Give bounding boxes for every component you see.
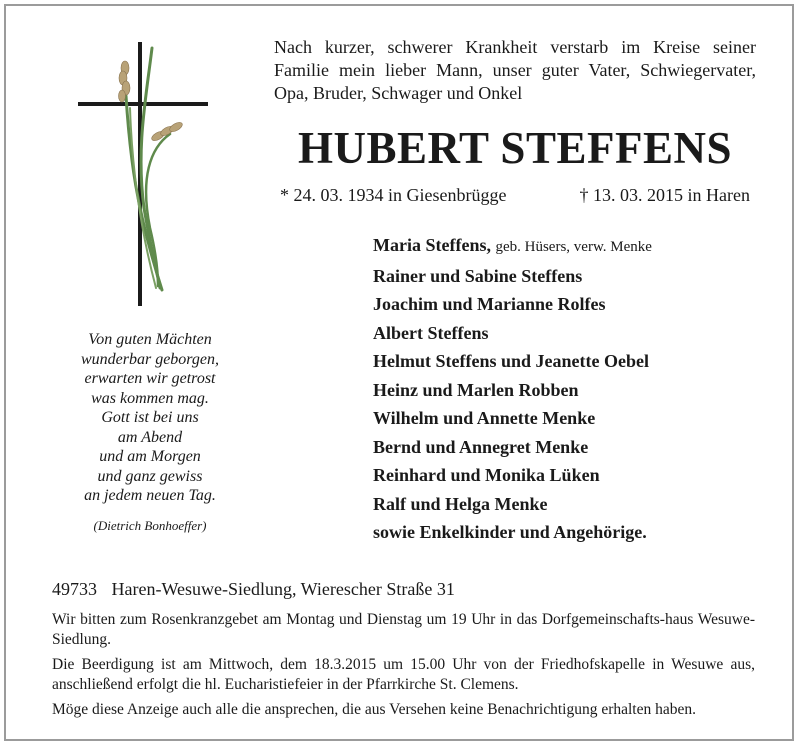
poem xyxy=(40,330,260,535)
mourner-row: Joachim und Marianne Rolfes xyxy=(373,294,606,314)
poem-line: Gott ist bei uns xyxy=(101,409,199,426)
mourners-list xyxy=(373,231,753,547)
notice-paragraphs xyxy=(52,610,755,726)
poem-line: Von guten Mächten xyxy=(88,331,212,348)
mourner-name: Maria Steffens, xyxy=(373,235,491,255)
poem-line: und ganz gewiss xyxy=(97,467,203,485)
mourner-row: Ralf und Helga Menke xyxy=(373,493,548,514)
cross-with-wheat-icon xyxy=(70,38,220,318)
poem-line: am Abend xyxy=(117,428,183,446)
mourner-row xyxy=(373,231,753,262)
mourner-row: Helmut Steffens und Jeanette Oebel xyxy=(373,351,649,371)
mourner-row: Bernd und Annegret Menke xyxy=(373,436,589,457)
notification-paragraph: Möge diese Anzeige auch alle die ansprechen, die aus Versehen keine Benachrichtigung erhalten haben. xyxy=(52,701,696,718)
address-street: Haren-Wesuwe-Siedlung, Wierescher Straße 31 xyxy=(111,579,455,599)
poem-line: was kommen mag. xyxy=(91,389,209,407)
mourner-row: Heinz und Marlen Robben xyxy=(373,379,579,400)
intro-line: Familie mein lieber Mann, unser guter Vater, Schwiegervater, xyxy=(274,60,756,80)
mourner-row: Reinhard und Monika Lüken xyxy=(373,465,600,485)
mourner-note: geb. Hüsers, verw. Menke xyxy=(495,239,652,255)
poem-line: und am Morgen xyxy=(99,448,201,465)
birth-date: * 24. 03. 1934 in Giesenbrügge xyxy=(280,185,507,205)
poem-line: an jedem neuen Tag. xyxy=(84,487,216,504)
mourner-row: Wilhelm und Annette Menke xyxy=(373,408,596,428)
mourner-row: Albert Steffens xyxy=(373,322,489,343)
address-zip: 49733 xyxy=(52,579,97,599)
address xyxy=(52,578,752,600)
death-date: † 13. 03. 2015 in Haren xyxy=(579,185,750,205)
intro-text xyxy=(274,36,756,105)
wheat-stems xyxy=(126,48,170,290)
deceased-name: HUBERT STEFFENS xyxy=(298,123,732,173)
poem-line: erwarten wir getrost xyxy=(84,370,216,387)
mourner-row: sowie Enkelkinder und Angehörige. xyxy=(373,522,647,542)
cross-horizontal-beam xyxy=(78,102,208,106)
mourner-row: Rainer und Sabine Steffens xyxy=(373,265,583,286)
intro-line: Opa, Bruder, Schwager und Onkel xyxy=(274,83,523,103)
intro-line: Nach kurzer, schwerer Krankheit verstarb im Kreise seiner xyxy=(274,37,756,57)
poem-line: wunderbar geborgen, xyxy=(80,350,220,368)
funeral-paragraph: Die Beerdigung ist am Mittwoch, dem 18.3.2015 um 15.00 Uhr von der Friedhofskapelle in Wesuwe aus, anschließend erfolgt die hl. Eucharistiefeier in der Pfarrkirche St. Clemens. xyxy=(52,656,755,693)
poem-author: (Dietrich Bonhoeffer) xyxy=(93,517,207,533)
rosary-paragraph: Wir bitten zum Rosenkranzgebet am Montag und Dienstag um 19 Uhr in das Dorfgemeinschafts-haus Wesuwe-Siedlung. xyxy=(52,611,755,648)
